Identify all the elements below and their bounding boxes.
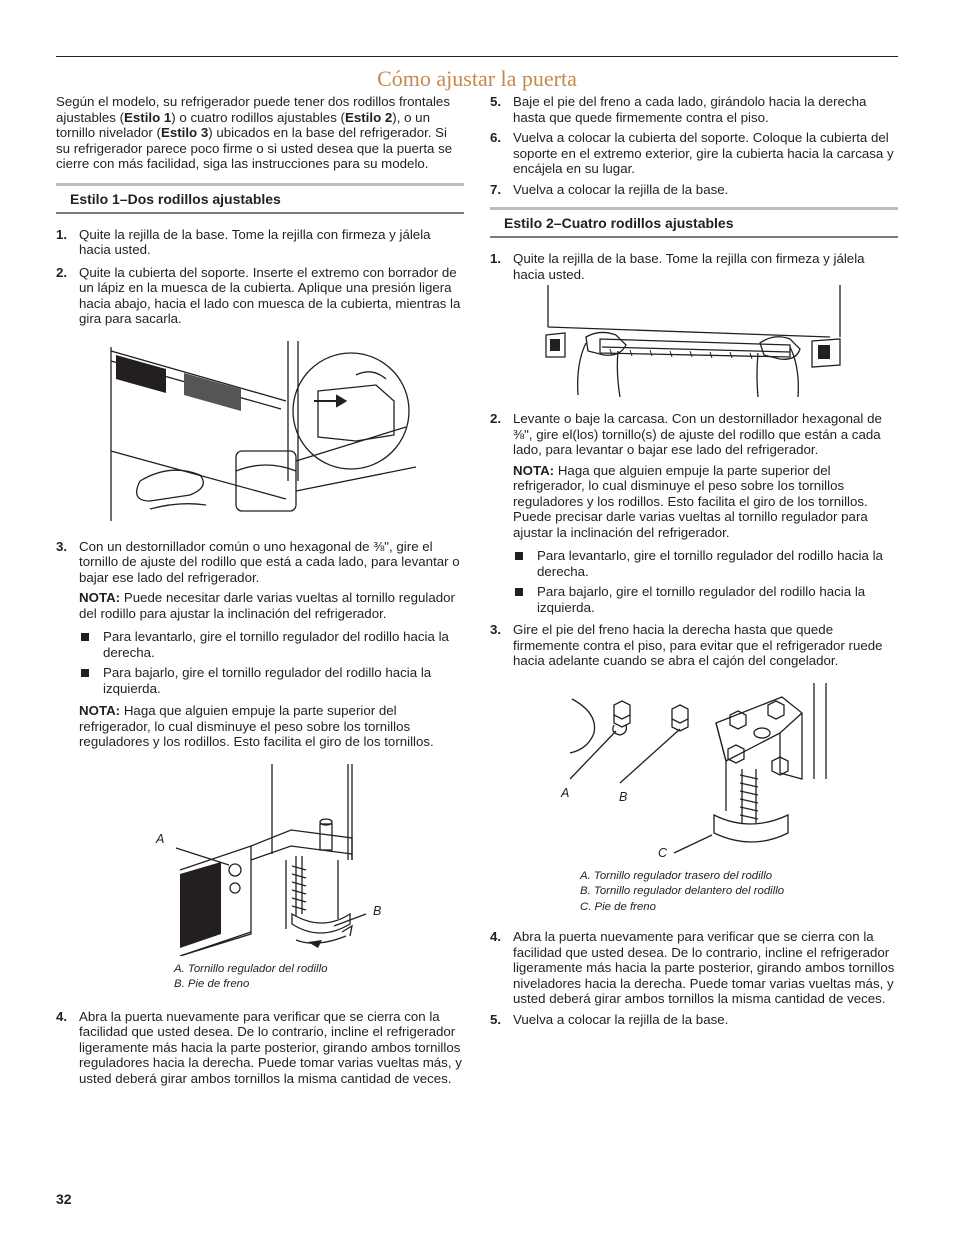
intro-text-run: Según el modelo, su refrigerador puede tener dos rodillos frontales ajustables ( bbox=[56, 94, 450, 125]
step-text: Vuelva a colocar la rejilla de la base. bbox=[513, 1011, 729, 1027]
style1-step-1 bbox=[56, 227, 464, 258]
bullet-text: Para levantarlo, gire el tornillo regulador del rodillo hacia la derecha. bbox=[537, 548, 883, 579]
page-title: Cómo ajustar la puerta bbox=[377, 66, 577, 91]
step-text: Quite la rejilla de la base. Tome la rejilla con firmeza y jálela hacia usted. bbox=[513, 251, 865, 282]
step-number: 5. bbox=[490, 94, 502, 109]
step-text: Con un destornillador común o uno hexagonal de ⅜", gire el tornillo de ajuste del rodillo que está a cada lado, para levantar o bajar ese lado del refrigerador. bbox=[79, 538, 460, 585]
bullet-text: Para levantarlo, gire el tornillo regulador del rodillo hacia la derecha. bbox=[103, 629, 449, 660]
style1-step-2 bbox=[56, 265, 464, 327]
style2-bullet-lower bbox=[490, 584, 898, 615]
note-label: NOTA: bbox=[79, 703, 121, 718]
note-text: Haga que alguien empuje la parte superior del refrigerador, lo cual disminuye el peso sobre los tornillos reguladores y los rodillos. Esto facilita el giro de los tornillos. Puede precisar darle varias vueltas al tornillo regulador para ajustar la inclinación del refrigerador. bbox=[513, 462, 868, 540]
step-text: Abra la puerta nuevamente para verificar que se cierra con la facilidad que usted desea. De lo contrario, incline el refrigerador ligeramente más hacia la parte posterior, girando ambos tornillos reguladores hacia la derecha. Puede tomar varias vueltas más, y usted deberá girar ambos tornillos la misma cantidad de veces. bbox=[79, 1008, 462, 1086]
step-number: 3. bbox=[490, 622, 502, 637]
step-number: 7. bbox=[490, 181, 502, 197]
note-label: NOTA: bbox=[513, 462, 555, 478]
bullet-square-icon bbox=[81, 669, 89, 677]
bracket-cover-illustration bbox=[56, 341, 464, 521]
figure-label-a: A bbox=[561, 785, 570, 800]
note-text: Puede necesitar darle varias vueltas al tornillo regulador del rodillo para ajustar la inclinación del refrigerador. bbox=[79, 590, 455, 621]
base-grille-illustration bbox=[490, 285, 898, 397]
heading-style-2: Estilo 2–Cuatro rodillos ajustables bbox=[490, 207, 898, 238]
step-text: Levante o baje la carcasa. Con un destornillador hexagonal de ⅜", gire el(los) tornillo(s) de ajuste del rodillo que están a cada lado, para levantar o bajar ese lado del refrigerador. bbox=[513, 411, 882, 457]
figure-caption-a: A. Tornillo regulador trasero del rodillo bbox=[580, 869, 773, 882]
style2-step-4 bbox=[490, 929, 898, 1007]
figure-label-c: C bbox=[658, 845, 668, 860]
step-text: Vuelva a colocar la cubierta del soporte. Coloque la cubierta del soporte en el extremo exterior, gire la cubierta hacia la carcasa y encájela en su lugar. bbox=[513, 130, 894, 176]
style1-step-7 bbox=[490, 182, 898, 198]
note-label: NOTA: bbox=[79, 590, 121, 605]
figure-caption-c: C. Pie de freno bbox=[580, 900, 656, 913]
style1-bullet-raise bbox=[56, 629, 464, 660]
four-rollers-illustration bbox=[490, 683, 898, 867]
step-text: Abra la puerta nuevamente para verificar que se cierra con la facilidad que usted desea. De lo contrario, incline el refrigerador ligeramente más hacia la parte posterior, girando ambos tornillos niveladores hacia la derecha. Puede tomar varias vueltas más, y usted deberá girar ambos tornillos la misma cantidad de veces. bbox=[513, 929, 895, 1006]
style2-step-1 bbox=[490, 251, 898, 282]
figure-label-a: A bbox=[156, 831, 165, 846]
intro-bold-run: Estilo 1 bbox=[124, 109, 172, 125]
step-number: 1. bbox=[490, 251, 502, 266]
figure-bracket-cover bbox=[56, 341, 464, 521]
step-number: 5. bbox=[490, 1011, 502, 1027]
page-number: 32 bbox=[56, 1191, 72, 1207]
bullet-square-icon bbox=[515, 552, 523, 560]
style2-note bbox=[490, 463, 898, 541]
figure-four-rollers bbox=[490, 683, 898, 867]
step-text: Quite la rejilla de la base. Tome la rejilla con firmeza y jálela hacia usted. bbox=[79, 226, 431, 257]
intro-text-run: ) ubicados en la base del refrigerador. Si su refrigerador parece poco firme o si usted desea que la puerta se cierre con más facilidad, siga las instrucciones para su modelo. bbox=[56, 125, 453, 171]
step-number: 6. bbox=[490, 130, 502, 145]
style2-step-3 bbox=[490, 622, 898, 669]
step-number: 4. bbox=[490, 929, 502, 944]
intro-bold-run: Estilo 3 bbox=[160, 125, 209, 140]
step-number: 1. bbox=[56, 226, 68, 242]
top-rule bbox=[56, 56, 898, 57]
bullet-text: Para bajarlo, gire el tornillo regulador del rodillo hacia la izquierda. bbox=[103, 665, 432, 696]
figure-roller-screw bbox=[56, 764, 464, 956]
style1-step-3 bbox=[56, 539, 464, 586]
figure-label-b: B bbox=[619, 789, 628, 804]
style1-note-2 bbox=[56, 703, 464, 750]
step-text: Quite la cubierta del soporte. Inserte el extremo con borrador de un lápiz en la muesca de la cubierta. Aplique una presión ligera hacia abajo, hacia el lado con muesca de la cubierta, mientras la gira para sacarla. bbox=[79, 264, 461, 326]
style1-bullet-lower bbox=[56, 665, 464, 696]
style1-step-5 bbox=[490, 94, 898, 125]
style1-note-1 bbox=[56, 590, 464, 621]
right-column bbox=[490, 94, 898, 1027]
step-number: 2. bbox=[56, 264, 68, 280]
figure-base-grille bbox=[490, 285, 898, 397]
step-number: 2. bbox=[490, 411, 502, 426]
step-text: Baje el pie del freno a cada lado, girándolo hacia la derecha hasta que quede firmemente contra el piso. bbox=[513, 94, 867, 125]
step-text: Gire el pie del freno hacia la derecha hasta que quede firmemente contra el piso, para evitar que el refrigerador ruede hacia adelante cuando se abra el cajón del congelador. bbox=[513, 622, 883, 668]
figure-caption-a: A. Tornillo regulador del rodillo bbox=[174, 962, 328, 975]
bullet-square-icon bbox=[81, 633, 89, 641]
style2-step-2 bbox=[490, 411, 898, 458]
intro-text-run: ) o cuatro rodillos ajustables ( bbox=[171, 109, 345, 125]
style2-step-5 bbox=[490, 1012, 898, 1028]
intro-bold-run: Estilo 2 bbox=[344, 109, 393, 125]
bullet-text: Para bajarlo, gire el tornillo regulador del rodillo hacia la izquierda. bbox=[537, 584, 866, 615]
figure-caption-b: B. Pie de freno bbox=[174, 978, 250, 990]
style2-bullet-raise bbox=[490, 548, 898, 579]
step-text: Vuelva a colocar la rejilla de la base. bbox=[513, 181, 729, 197]
left-column bbox=[56, 94, 464, 1086]
roller-screw-illustration bbox=[56, 764, 464, 956]
step-number: 4. bbox=[56, 1008, 68, 1024]
bullet-square-icon bbox=[515, 588, 523, 596]
style1-step-4 bbox=[56, 1009, 464, 1087]
figure-caption-b: B. Tornillo regulador delantero del rodillo bbox=[580, 885, 785, 897]
intro-paragraph bbox=[56, 94, 464, 172]
note-text: Haga que alguien empuje la parte superior del refrigerador, lo cual disminuye el peso sobre los tornillos reguladores y los rodillos. Esto facilita el giro de los tornillos. bbox=[79, 703, 434, 749]
heading-style-1: Estilo 1–Dos rodillos ajustables bbox=[56, 183, 464, 214]
step-number: 3. bbox=[56, 538, 68, 554]
style1-step-6 bbox=[490, 130, 898, 177]
intro-text-run: ), o un tornillo nivelador ( bbox=[56, 109, 430, 140]
figure-label-b: B bbox=[373, 903, 382, 918]
